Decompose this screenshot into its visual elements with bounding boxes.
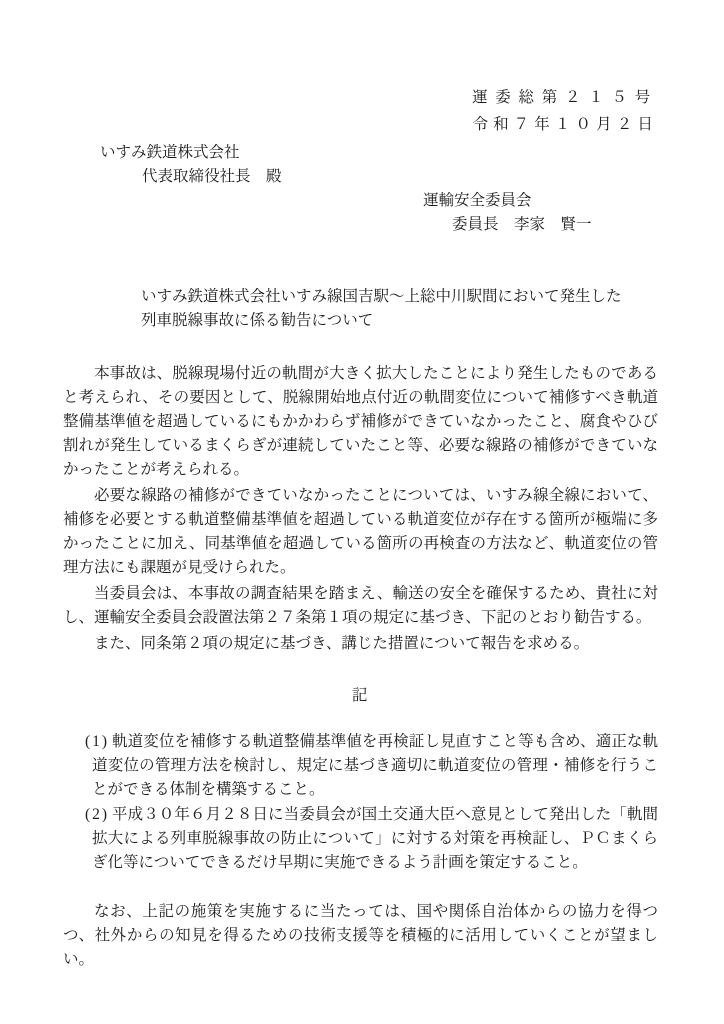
document-date: 令和７年１０月２日 <box>472 116 658 133</box>
item-2-marker: (2) <box>85 806 110 823</box>
recipient-company: いすみ鉄道株式会社 <box>100 144 240 161</box>
body-paragraph-2: 必要な線路の補修ができていなかったことについては、いすみ線全線において、補修を必要とする軌道整備基準値を超過している軌道変位が存在する箇所が極端に多かったことに加え、同基準値を超過している箇所の再検査の方法など、軌道変位の管理方法にも課題が見受けられた。 <box>63 487 658 576</box>
closing-block <box>63 900 658 972</box>
subject-line-2: 列車脱線事故に係る勧告について <box>141 312 374 329</box>
recipient-addressee: 代表取締役社長 殿 <box>142 168 282 185</box>
subject-line-1: いすみ鉄道株式会社いすみ線国吉駅～上総中川駅間において発生した <box>141 288 622 305</box>
body-paragraph-1: 本事故は、脱線現場付近の軌間が大きく拡大したことにより発生したものであると考えられ、その要因として、脱線開始地点付近の軌間変位について補修すべき軌道整備基準値を超過しているにもかかわらず補修ができていなかったこと、腐食やひび割れが発生しているまくらぎが連続していたこと等、必要な線路の補修ができていなかったことが考えられる。 <box>63 365 658 478</box>
item-1-text: 軌道変位を補修する軌道整備基準値を再検証し見直すこと等も含め、適正な軌道変位の管理方法を検討し、規定に基づき適切に軌道変位の管理・補修を行うことができる体制を構築すること。 <box>92 733 658 798</box>
body-paragraph-3: 当委員会は、本事故の調査結果を踏まえ、輸送の安全を確保するため、貴社に対し、運輸安全委員会設置法第２７条第１項の規定に基づき、下記のとおり勧告する。 <box>63 585 658 626</box>
recommendation-items <box>63 730 658 875</box>
body-paragraph-4: また、同条第２項の規定に基づき、講じた措置について報告を求める。 <box>94 635 590 652</box>
recipient-block <box>63 141 658 189</box>
item-2-text: 平成３０年６月２８日に当委員会が国土交通大臣へ意見として発出した「軌間拡大による列車脱線事故の防止について」に対する対策を再検証し、ＰＣまくらぎ化等についてできるだけ早期に実施できるよう計画を策定すること。 <box>92 806 658 871</box>
recommendation-item-1 <box>63 730 658 802</box>
sender-chairman: 委員長 李家 賢一 <box>452 216 592 233</box>
subject-block <box>141 285 658 333</box>
document-number: 運委総第２１５号 <box>471 89 658 106</box>
item-1-marker: (1) <box>85 733 110 750</box>
closing-paragraph: なお、上記の施策を実施するに当たっては、国や関係自治体からの協力を得つつ、社外からの知見を得るための技術支援等を積極的に活用していくことが望ましい。 <box>63 903 658 968</box>
sender-organization: 運輸安全委員会 <box>423 192 532 209</box>
recommendation-item-2 <box>63 803 658 875</box>
body-block <box>63 362 658 656</box>
ki-marker: 記 <box>351 687 370 704</box>
sender-block <box>63 189 658 237</box>
